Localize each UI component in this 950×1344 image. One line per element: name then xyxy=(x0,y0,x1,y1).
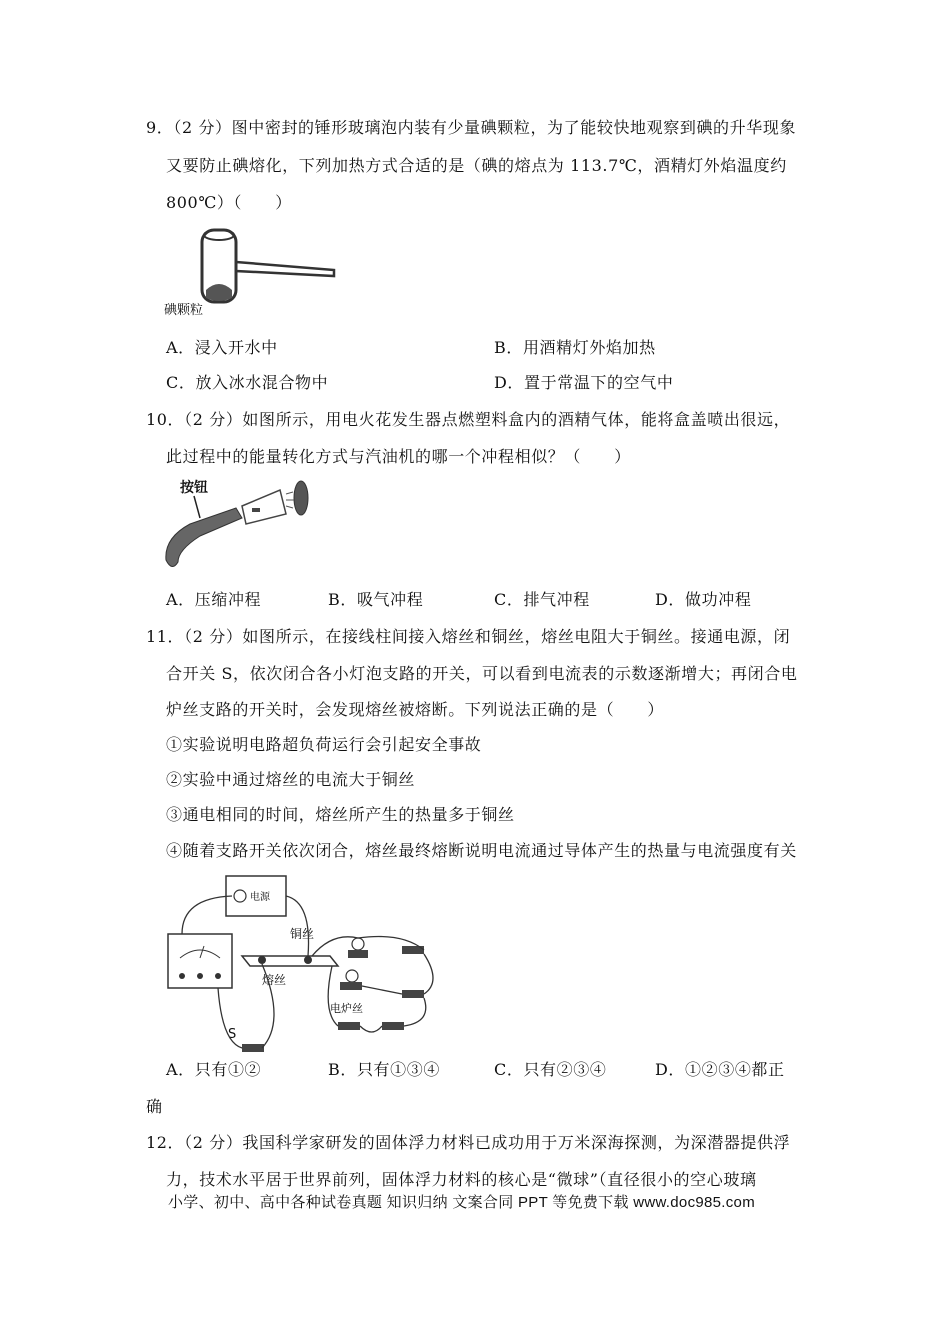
q11-option-d-wrap: 确 xyxy=(146,1097,163,1116)
q11-power-label: 电源 xyxy=(250,892,270,903)
q9-line-2: 又要防止碘熔化，下列加热方式合适的是（碘的熔点为 113.7℃，酒精灯外焰温度约 xyxy=(166,156,787,175)
page-footer: 小学、初中、高中各种试卷真题 知识归纳 文案合同 PPT 等免费下载 www.doc985.com xyxy=(168,1194,755,1211)
q9-option-d[interactable]: D．置于常温下的空气中 xyxy=(494,373,674,392)
q11-option-b[interactable]: B．只有①③④ xyxy=(328,1060,440,1079)
q10-option-c[interactable]: C．排气冲程 xyxy=(494,590,590,609)
q9-line-3: 800℃）（ ） xyxy=(166,193,292,212)
q12-line-2: 力，技术水平居于世界前列，固体浮力材料的核心是“微球”（直径很小的空心玻璃 xyxy=(166,1170,757,1189)
q10-option-a[interactable]: A．压缩冲程 xyxy=(166,590,262,609)
q9-option-b[interactable]: B．用酒精灯外焰加热 xyxy=(494,338,656,357)
q11-statement-1: ①实验说明电路超负荷运行会引起安全事故 xyxy=(166,735,482,754)
q9-line-1: 9．（2 分）图中密封的锤形玻璃泡内装有少量碘颗粒，为了能较快地观察到碘的升华现象 xyxy=(146,118,797,137)
q11-option-c[interactable]: C．只有②③④ xyxy=(494,1060,607,1079)
q10-option-b[interactable]: B．吸气冲程 xyxy=(328,590,424,609)
q11-circuit-figure xyxy=(162,872,452,1058)
q12-line-1: 12．（2 分）我国科学家研发的固体浮力材料已成功用于万米深海探测，为深潜器提供浮 xyxy=(146,1133,791,1152)
q11-line-2: 合开关 S，依次闭合各小灯泡支路的开关，可以看到电流表的示数逐渐增大；再闭合电 xyxy=(166,664,798,683)
q11-line-1: 11．（2 分）如图所示，在接线柱间接入熔丝和铜丝，熔丝电阻大于铜丝。接通电源，闭 xyxy=(146,627,791,646)
q9-iodine-bulb-figure xyxy=(162,226,352,318)
q10-line-1: 10．（2 分）如图所示，用电火花发生器点燃塑料盒内的酒精气体，能将盒盖喷出很远， xyxy=(146,410,791,429)
q11-statement-2: ②实验中通过熔丝的电流大于铜丝 xyxy=(166,770,416,789)
q10-option-d[interactable]: D．做功冲程 xyxy=(655,590,752,609)
q11-option-d[interactable]: D．①②③④都正 xyxy=(655,1060,785,1079)
q11-line-3: 炉丝支路的开关时，会发现熔丝被熔断。下列说法正确的是（ ） xyxy=(166,700,665,719)
q10-spark-generator-figure xyxy=(160,478,325,574)
q11-switch-label: S xyxy=(228,1027,237,1042)
q11-fuse-label: 熔丝 xyxy=(262,973,287,987)
q10-figure-label: 按钮 xyxy=(180,480,208,496)
q9-option-a[interactable]: A．浸入开水中 xyxy=(166,338,278,357)
q11-heater-label: 电炉丝 xyxy=(330,1002,363,1015)
q11-copper-label: 铜丝 xyxy=(290,927,315,941)
q11-statement-3: ③通电相同的时间，熔丝所产生的热量多于铜丝 xyxy=(166,805,515,824)
q9-figure-label: 碘颗粒 xyxy=(164,303,204,318)
q11-option-a[interactable]: A．只有①② xyxy=(166,1060,262,1079)
q10-line-2: 此过程中的能量转化方式与汽油机的哪一个冲程相似？（ ） xyxy=(166,447,631,466)
q9-option-c[interactable]: C．放入冰水混合物中 xyxy=(166,373,329,392)
q11-statement-4: ④随着支路开关依次闭合，熔丝最终熔断说明电流通过导体产生的热量与电流强度有关 xyxy=(166,841,797,860)
